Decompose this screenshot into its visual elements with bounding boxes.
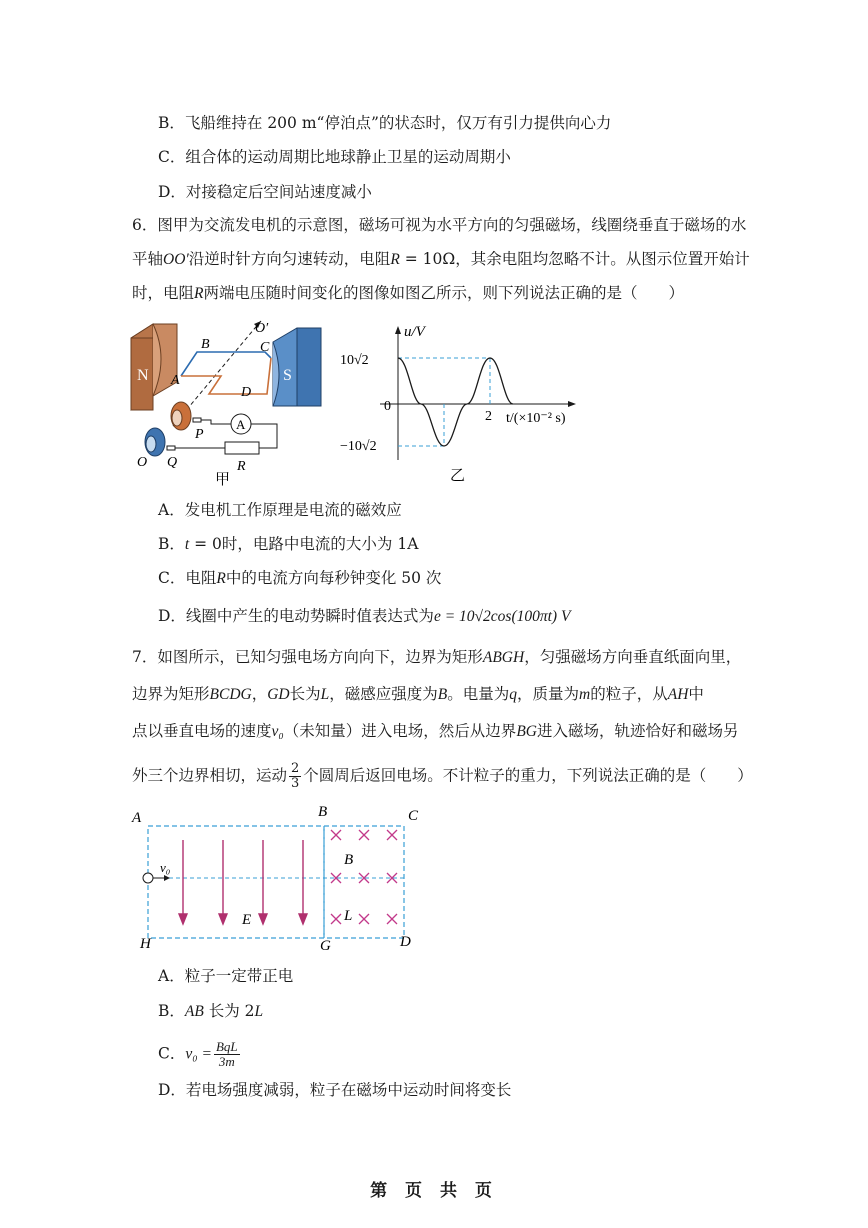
label-coil-b: B bbox=[201, 337, 210, 352]
q6-option-d: D．线圈中产生的电动势瞬时值表达式为e = 10√2cos(100πt) V bbox=[158, 607, 571, 625]
label-p: P bbox=[195, 427, 204, 442]
x-tick-2: 2 bbox=[485, 409, 492, 424]
label-corner-b: B bbox=[318, 804, 328, 820]
q7-stem-line4: 外三个边界相切，运动 $\frac{2}{3}$ 个圆周后返回电场。不计粒子的重力，下列说法正确的是（ ） bbox=[132, 761, 753, 791]
label-corner-c: C bbox=[408, 808, 419, 824]
y-tick-bottom: −10√2 bbox=[340, 439, 377, 454]
label-corner-d: D bbox=[400, 934, 411, 950]
magnetic-field-crosses bbox=[331, 830, 397, 924]
label-length-l: L bbox=[344, 908, 353, 924]
label-corner-h: H bbox=[140, 936, 151, 952]
x-axis-label: t/(×10⁻² s) bbox=[506, 411, 566, 426]
label-resistor: R bbox=[237, 459, 246, 474]
y-tick-zero: 0 bbox=[384, 399, 391, 414]
figure-fields bbox=[128, 800, 428, 960]
label-v0: v₀ bbox=[160, 860, 171, 875]
ammeter-label: A bbox=[236, 417, 246, 432]
label-b-field: B bbox=[344, 852, 354, 868]
page-footer: 第 页 共 页 bbox=[370, 1181, 498, 1201]
label-corner-g: G bbox=[320, 938, 331, 954]
fraction-bql-3m: $\frac{\text{BqL}}{3m}$ bbox=[215, 1039, 238, 1069]
fraction-two-thirds: $\frac{2}{3}$ bbox=[291, 761, 300, 791]
label-o: O bbox=[137, 455, 148, 470]
q7-stem-line3: 点以垂直电场的速度v₀（未知量）进入电场，然后从边界BG进入磁场，轨迹恰好和磁场另 bbox=[132, 722, 739, 740]
q7-stem-line1: 7．如图所示，已知匀强电场方向向下，边界为矩形ABGH，匀强磁场方向垂直纸面向里， bbox=[132, 648, 742, 666]
caption-yi: 乙 bbox=[450, 468, 466, 484]
q6-option-b: B．t = 0时，电路中电流的大小为 1A bbox=[158, 535, 419, 553]
q7-stem-line2: 边界为矩形BCDG，GD长为L，磁感应强度为B。电量为q，质量为m的粒子，从AH中 bbox=[132, 685, 704, 703]
q5-option-d: D．对接稳定后空间站速度减小 bbox=[158, 183, 372, 201]
q7-option-b: B．AB 长为 2L bbox=[158, 1002, 264, 1020]
label-s: S bbox=[283, 367, 292, 384]
q6-option-c: C．电阻R中的电流方向每秒钟变化 50 次 bbox=[158, 569, 442, 587]
y-axis-label: u/V bbox=[404, 324, 425, 340]
q7-option-d: D．若电场强度减弱，粒子在磁场中运动时间将变长 bbox=[158, 1081, 512, 1099]
voltage-curve bbox=[398, 358, 513, 446]
label-coil-a: A bbox=[171, 373, 180, 388]
q6-stem-line2: 平轴OO′沿逆时针方向匀速转动，电阻R = 10Ω，其余电阻均忽略不计。从图示位置开始计 bbox=[132, 250, 750, 268]
caption-jia: 甲 bbox=[215, 472, 231, 488]
q6-option-a: A．发电机工作原理是电流的磁效应 bbox=[158, 501, 402, 519]
figure-voltage-graph bbox=[340, 320, 590, 490]
q5-option-b: B．飞船维持在 200 m“停泊点”的状态时，仅万有引力提供向心力 bbox=[158, 114, 612, 132]
label-coil-d: D bbox=[241, 385, 252, 400]
label-e-field: E bbox=[242, 912, 252, 928]
label-o-prime: O′ bbox=[255, 321, 269, 336]
label-q: Q bbox=[167, 455, 178, 470]
q7-option-c: C．v₀ = $\frac{\text{BqL}}{3m}$ bbox=[158, 1039, 238, 1069]
label-corner-a: A bbox=[132, 810, 142, 826]
label-n: N bbox=[137, 367, 149, 384]
q5-option-c: C．组合体的运动周期比地球静止卫星的运动周期小 bbox=[158, 148, 511, 166]
q7-option-a: A．粒子一定带正电 bbox=[158, 967, 294, 985]
q6-stem-line3: 时，电阻R两端电压随时间变化的图像如图乙所示，则下列说法正确的是（ ） bbox=[132, 284, 684, 302]
y-tick-top: 10√2 bbox=[340, 353, 369, 368]
label-coil-c: C bbox=[260, 340, 270, 355]
figure-generator bbox=[125, 318, 335, 490]
q6-stem-line1: 6．图甲为交流发电机的示意图，磁场可视为水平方向的匀强磁场，线圈绕垂直于磁场的水 bbox=[132, 216, 747, 234]
